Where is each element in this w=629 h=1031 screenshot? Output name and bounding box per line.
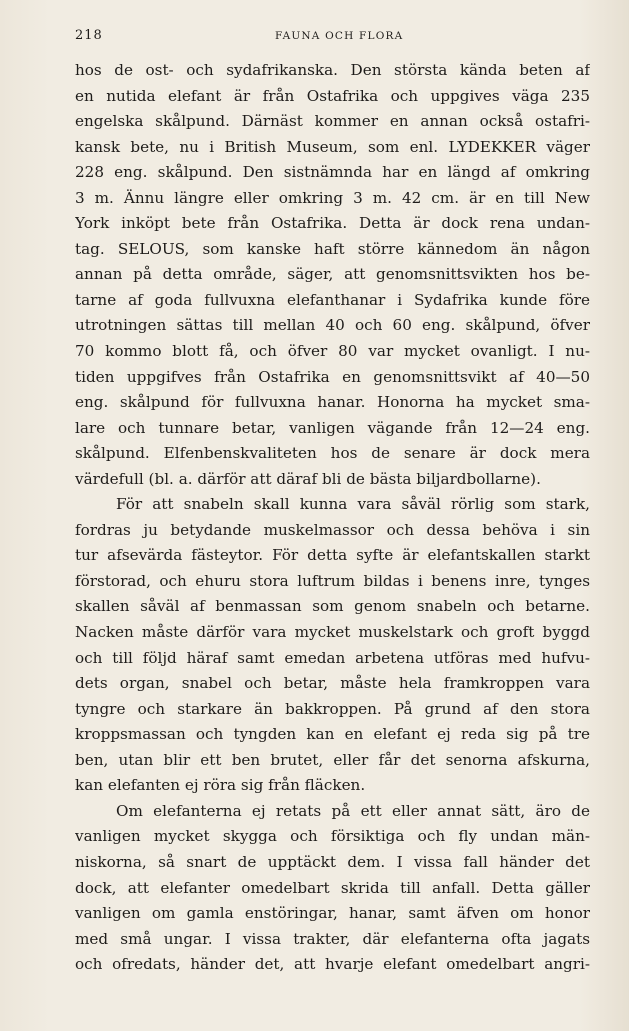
text-line: kan elefanten ej röra sig från fläcken. [75, 776, 366, 795]
text-line: utrotningen sättas till mellan 40 och 60 eng. skålpund, öfver [75, 316, 590, 335]
page-header [75, 28, 590, 46]
text-line: tiden uppgifves från Ostafrika en genomsnittsvikt af 40—50 [75, 367, 590, 386]
text-line: engelska skålpund. Därnäst kommer en annan också ostafri- [75, 112, 590, 131]
text-line: eng. skålpund för fullvuxna hanar. Honorna ha mycket sma- [75, 393, 590, 412]
text-line: kroppsmassan och tyngden kan en elefant ej reda sig på tre [75, 725, 590, 744]
text-line: ben, utan blir ett ben brutet, eller får det senorna afskurna, [75, 750, 590, 769]
text-line: skålpund. Elfenbenskvaliteten hos de senare är dock mera [75, 444, 590, 463]
text-line: och ofredats, händer det, att hvarje elefant omedelbart angri- [75, 955, 590, 974]
text-line: annan på detta område, säger, att genomsnittsvikten hos be- [75, 265, 590, 284]
text-line: 70 kommo blott få, och öfver 80 var mycket ovanligt. I nu- [75, 342, 590, 361]
text-line: hos de ost- och sydafrikanska. Den största kända beten af [75, 61, 590, 79]
text-line: tarne af goda fullvuxna elefanthanar i Sydafrika kunde före [75, 290, 590, 309]
page-number: 218 [75, 28, 103, 43]
text-line: För att snabeln skall kunna vara såväl rörlig som stark, [116, 495, 590, 514]
text-line: tag. SELOUS, som kanske haft större kännedom än någon [75, 239, 590, 258]
text-line: tyngre och starkare än bakkroppen. På grund af den stora [75, 699, 590, 718]
text-line: 228 eng. skålpund. Den sistnämnda har en längd af omkring [75, 163, 590, 182]
text-line: 3 m. Ännu längre eller omkring 3 m. 42 cm. är en till New [75, 188, 590, 207]
text-line: och till följd häraf samt emedan arbetena utföras med hufvu- [75, 648, 590, 667]
text-line: skallen såväl af benmassan som genom snabeln och betarne. [75, 597, 590, 616]
text-line: tur afsevärda fästeytor. För detta syfte är elefantskallen starkt [75, 546, 590, 565]
text-line: York inköpt bete från Ostafrika. Detta är dock rena undan- [75, 214, 590, 233]
text-line: vanligen mycket skygga och försiktiga och fly undan män- [75, 827, 590, 846]
text-line: dets organ, snabel och betar, måste hela framkroppen vara [75, 674, 590, 693]
text-line: lare och tunnare betar, vanligen vägande från 12—24 eng. [75, 418, 590, 437]
text-line: Om elefanterna ej retats på ett eller annat sätt, äro de [116, 801, 590, 820]
text-line: Nacken måste därför vara mycket muskelstark och groft byggd [75, 623, 590, 642]
text-line: dock, att elefanter omedelbart skrida till anfall. Detta gäller [75, 878, 590, 897]
text-line: en nutida elefant är från Ostafrika och uppgives väga 235 [75, 86, 590, 105]
running-title: FAUNA OCH FLORA [275, 30, 404, 42]
text-line: värdefull (bl. a. därför att däraf bli de bästa biljardbollarne). [75, 469, 541, 488]
text-line: fordras ju betydande muskelmassor och dessa behöva i sin [75, 520, 590, 539]
text-line: niskorna, så snart de upptäckt dem. I vissa fall händer det [75, 852, 590, 871]
text-line: med små ungar. I vissa trakter, där elefanterna ofta jagats [75, 929, 590, 948]
text-line: vanligen om gamla enstöringar, hanar, samt äfven om honor [75, 904, 590, 923]
text-line: kansk bete, nu i British Museum, som enl. LYDEKKER väger [75, 137, 590, 156]
body-text [75, 58, 590, 978]
text-line: förstorad, och ehuru stora luftrum bildas i benens inre, tynges [75, 571, 590, 590]
